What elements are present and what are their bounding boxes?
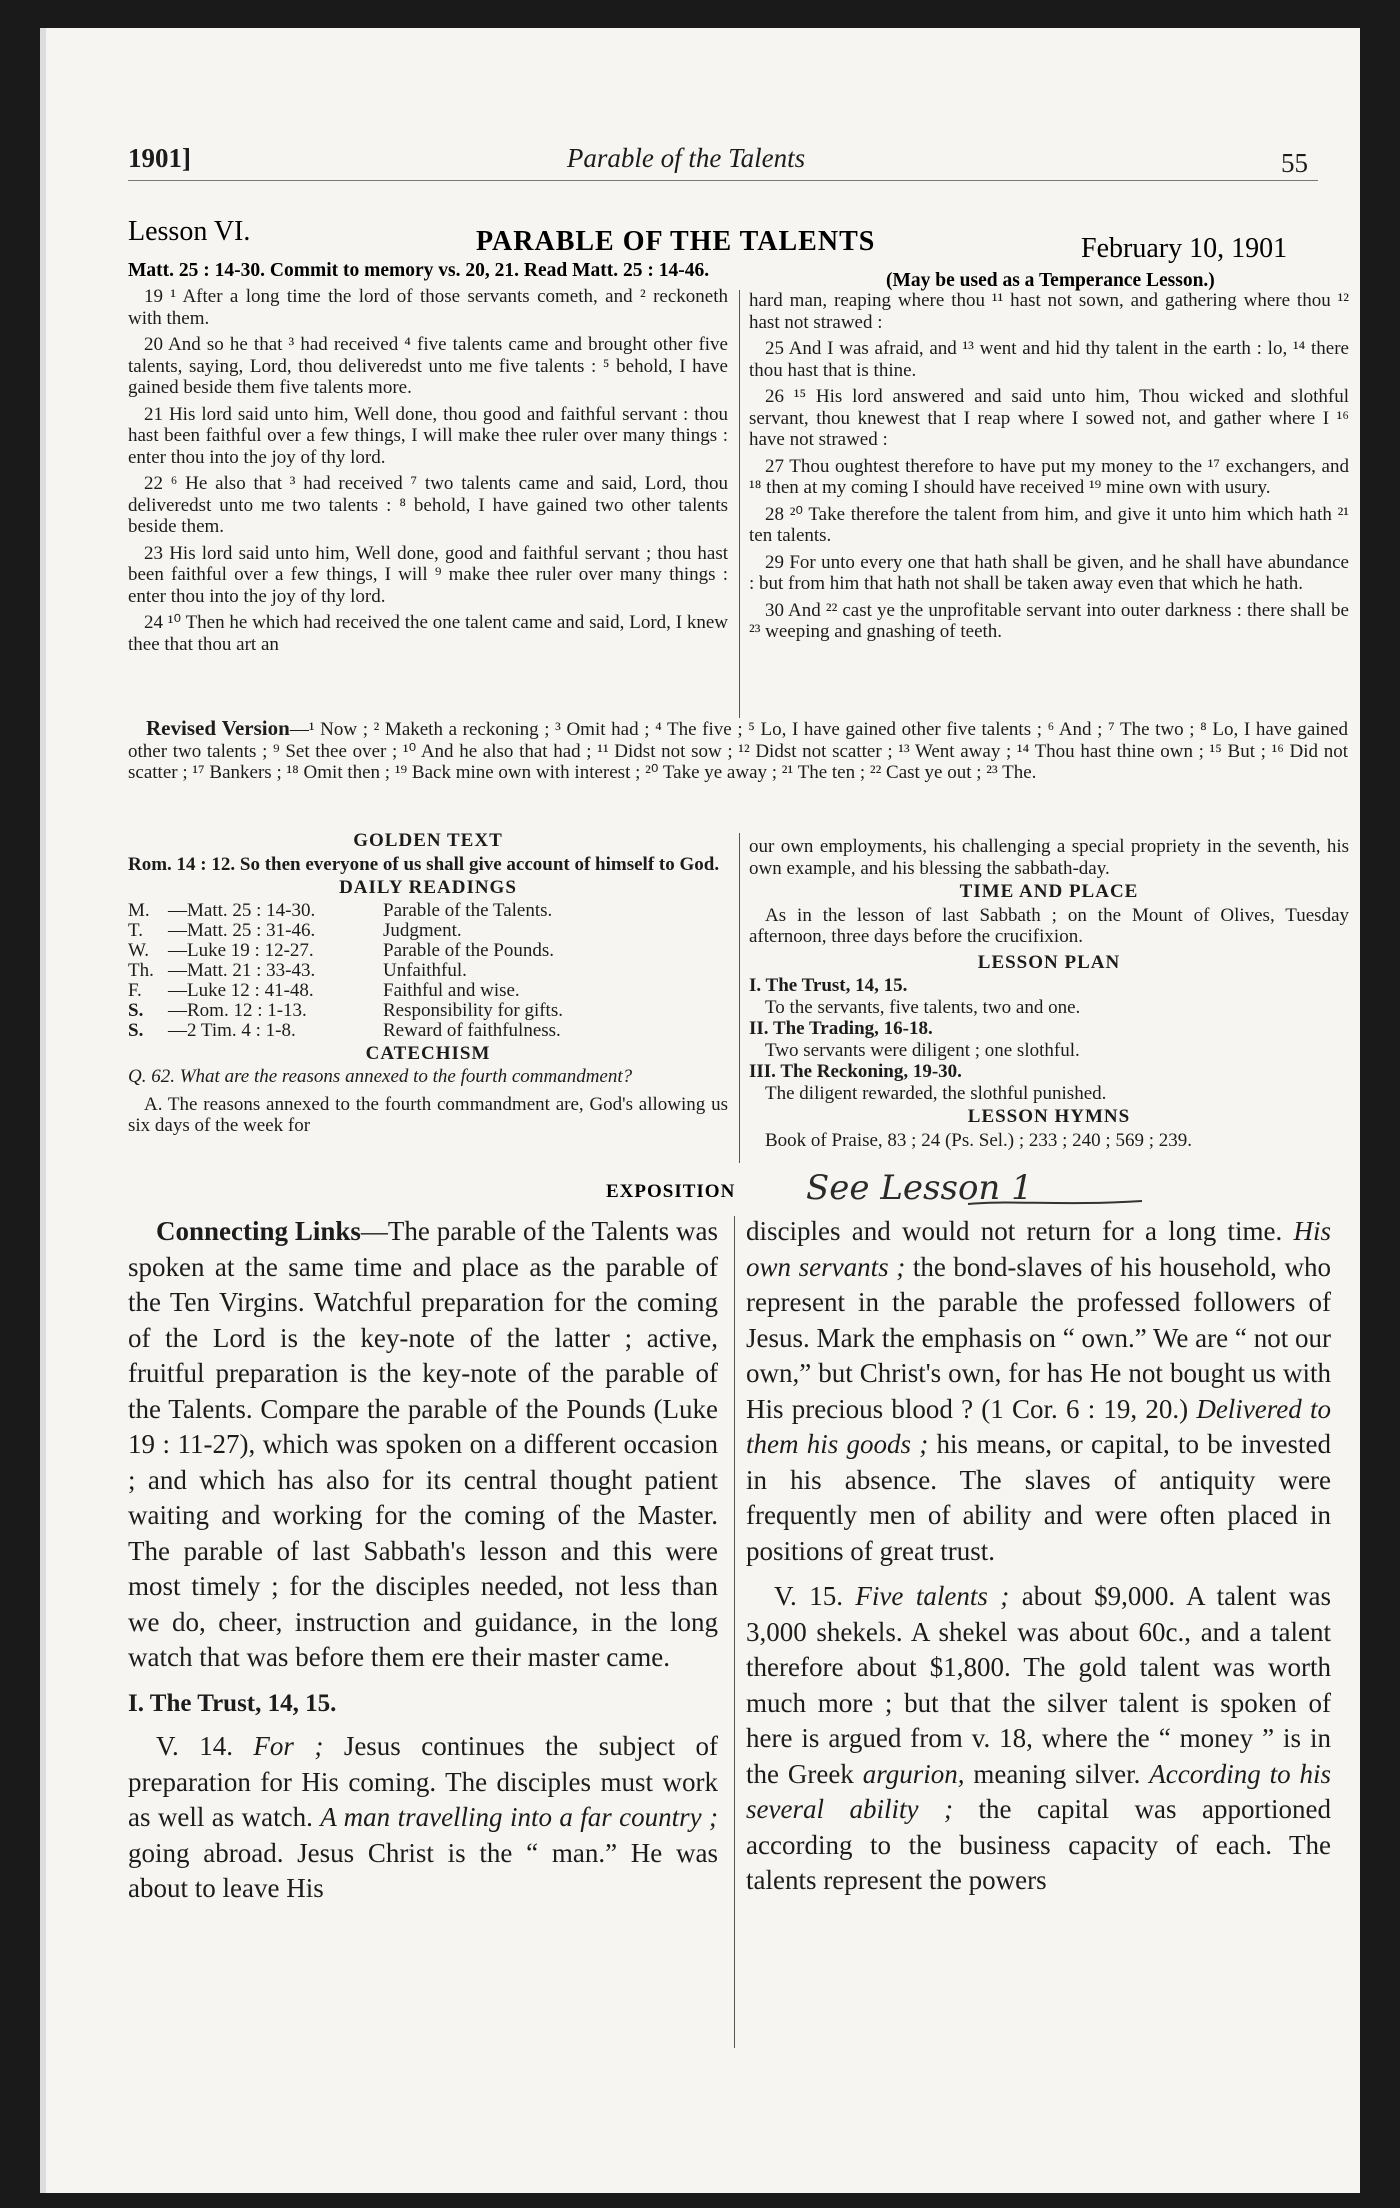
lesson-hymns-text: Book of Praise, 83 ; 24 (Ps. Sel.) ; 233 ; 240 ; 569 ; 239. bbox=[765, 1129, 1192, 1151]
verse-20: 20 And so he that ³ had received ⁴ five talents came and brought other five talents, saying, Lord, thou deliveredst unto me five talents : ⁵ behold, I have gained beside them five talents more. bbox=[128, 334, 728, 398]
plan-item-desc: To the servants, five talents, two and one. bbox=[765, 996, 1081, 1018]
reading-ref: —2 Tim. 4 : 1-8. bbox=[168, 1019, 296, 1041]
verse-15-paragraph: V. 15. Five talents ; about $9,000. A talent was 3,000 shekels. A shekel was about 60c., and a talent therefore about $1,800. The gold talent was worth much more ; but that the silver talent is spoken of here is argued from v. 18, where the “ money ” is in the Greek argurion, meaning silver. According to his several ability ; the capital was apportioned according to the business capacity of each. The talents represent the powers bbox=[746, 1581, 1332, 1895]
reading-row bbox=[128, 981, 563, 1001]
golden-text-heading: GOLDEN TEXT bbox=[353, 830, 503, 851]
verse-25: 25 And I was afraid, and ¹³ went and hid thy talent in the earth : lo, ¹⁴ there thou hast that is thine. bbox=[749, 338, 1349, 381]
connecting-links-paragraph: Connecting Links—The parable of the Talents was spoken at the same time and place as the parable of the Ten Virgins. Watchful preparation for the coming of the Lord is the key-note of the latter ; active, fruitful preparation is the key-note of the parable of the Talents. Compare the parable of the Pounds (Luke 19 : 11-27), which was spoken on a different occasion ; and which has also for its central thought patient waiting and working for the coming of the Master. The parable of last Sabbath's lesson and this were most timely ; for the disciples needed, not less than we do, cheer, instruction and guidance, in the long watch that was before them ere their master came. bbox=[128, 1216, 718, 1672]
verse-26: 26 ¹⁵ His lord answered and said unto him, Thou wicked and slothful servant, thou knewest that I reap where I sowed not, and gather where I ¹⁶ have not strawed : bbox=[749, 386, 1349, 450]
page-number: 55 bbox=[1281, 148, 1308, 178]
plan-item-title: II. The Trading, 16-18. bbox=[749, 1018, 933, 1039]
reading-day: S. bbox=[128, 999, 144, 1021]
reading-ref: —Matt. 21 : 33-43. bbox=[168, 959, 316, 981]
golden-text: Rom. 14 : 12. So then everyone of us shall give account of himself to God. bbox=[128, 853, 720, 875]
time-place-heading: TIME AND PLACE bbox=[959, 881, 1139, 902]
verse-21: 21 His lord said unto him, Well done, thou good and faithful servant : thou hast been faithful over a few things, I will make thee ruler over many things : enter thou into the joy of thy lord. bbox=[128, 403, 728, 468]
reading-row bbox=[128, 1001, 563, 1021]
lesson-number: Lesson VI. bbox=[128, 216, 251, 247]
reading-row bbox=[128, 921, 563, 941]
plan-item-desc: The diligent rewarded, the slothful punished. bbox=[765, 1082, 1107, 1104]
reading-day: M. bbox=[128, 899, 150, 921]
lesson-plan-heading: LESSON PLAN bbox=[977, 951, 1121, 973]
verse-24: 24 ¹⁰ Then he which had received the one talent came and said, Lord, I knew thee that thou art an bbox=[128, 612, 728, 655]
connecting-links-lead: Connecting Links bbox=[156, 1216, 361, 1246]
exposition-heading: EXPOSITION bbox=[606, 1181, 736, 1202]
reading-ref: —Rom. 12 : 1-13. bbox=[168, 999, 307, 1021]
reading-ref: —Matt. 25 : 31-46. bbox=[168, 919, 316, 941]
verse-23: 23 His lord said unto him, Well done, good and faithful servant ; thou hast been faithful over a few things, I will ⁹ make thee ruler over many things : enter thou into the joy of thy lord. bbox=[128, 542, 728, 607]
reading-row bbox=[128, 961, 563, 981]
verse-19: 19 ¹ After a long time the lord of those servants cometh, and ² reckoneth with them. bbox=[128, 286, 728, 329]
revised-version-text: —¹ Now ; ² Maketh a reckoning ; ³ Omit had ; ⁴ The five ; ⁵ Lo, I have gained other five talents ; ⁶ And ; ⁷ The two ; ⁸ Lo, I have gained other two talents ; ⁹ Set thee over ; ¹⁰ And he also that had ; ¹¹ Didst not sow ; ¹² Didst not scatter ; ¹³ Went away ; ¹⁴ Thou hast thine own ; ¹⁵ But ; ¹⁶ Did not scatter ; ¹⁷ Bankers ; ¹⁸ Omit then ; ¹⁹ Back mine own with interest ; ²⁰ Take ye away ; ²¹ The ten ; ²² Cast ye out ; ²³ The. bbox=[128, 719, 1348, 783]
handwritten-note: See Lesson 1 bbox=[806, 1168, 1033, 1208]
time-place-text: As in the lesson of last Sabbath ; on the Mount of Olives, Tuesday afternoon, three days before the crucifixion. bbox=[749, 904, 1349, 947]
verse-22: 22 ⁶ He also that ³ had received ⁷ two talents came and said, Lord, thou deliveredst unto me two talents : ⁸ behold, I have gained two other talents beside them. bbox=[128, 473, 728, 537]
reading-title: Faithful and wise. bbox=[383, 979, 520, 1001]
own-servants-paragraph: disciples and would not return for a long time. His own servants ; the bond-slaves of his household, who represent in the parable the professed followers of Jesus. Mark the emphasis on “ own.” We are “ not our own,” but Christ's own, for has He not bought us with His precious blood ? (1 Cor. 6 : 19, 20.) Delivered to them his goods ; his means, or capital, to be invested in his absence. The slaves of antiquity were frequently men of ability and were often placed in positions of great trust. bbox=[746, 1216, 1332, 1566]
plan-item-title: III. The Reckoning, 19-30. bbox=[749, 1061, 962, 1082]
daily-readings-table bbox=[128, 901, 563, 1041]
section-heading-trust: I. The Trust, 14, 15. bbox=[128, 1689, 337, 1717]
reading-day: Th. bbox=[128, 959, 154, 981]
scripture-column-rule bbox=[739, 290, 740, 718]
reading-row bbox=[128, 901, 563, 921]
reading-title: Judgment. bbox=[383, 919, 462, 941]
catechism-answer: A. The reasons annexed to the fourth commandment are, God's allowing us six days of the week for bbox=[128, 1093, 728, 1136]
running-title: Parable of the Talents bbox=[566, 143, 806, 173]
catechism-question: Q. 62. What are the reasons annexed to the fourth commandment? bbox=[128, 1066, 633, 1087]
reading-day: S. bbox=[128, 1019, 144, 1041]
exposition-left-column bbox=[128, 1214, 718, 1917]
lesson-helps-left bbox=[128, 828, 728, 1137]
verse-29: 29 For unto every one that hath shall be given, and he shall have abundance : but from him that hath not shall be taken away even that which he hath. bbox=[749, 551, 1349, 594]
reading-row bbox=[128, 941, 563, 961]
verse-28: 28 ²⁰ Take therefore the talent from him, and give it unto him which hath ²¹ ten talents. bbox=[749, 503, 1349, 546]
reading-title: Unfaithful. bbox=[383, 959, 467, 981]
header-rule bbox=[128, 180, 1318, 181]
header-year: 1901] bbox=[128, 143, 191, 173]
exposition-column-rule bbox=[734, 1216, 735, 2048]
daily-readings-heading: DAILY READINGS bbox=[339, 877, 517, 898]
reading-title: Reward of faithfulness. bbox=[383, 1019, 561, 1041]
plan-item-title: I. The Trust, 14, 15. bbox=[749, 975, 908, 996]
book-page bbox=[40, 28, 1360, 2193]
handwritten-underline bbox=[966, 1196, 1146, 1210]
plan-item-desc: Two servants were diligent ; one slothful. bbox=[765, 1039, 1080, 1061]
lesson-date: February 10, 1901 bbox=[1081, 233, 1288, 264]
reading-ref: —Luke 19 : 12-27. bbox=[168, 939, 314, 961]
lesson-hymns-heading: LESSON HYMNS bbox=[967, 1106, 1131, 1127]
lesson-reference: Matt. 25 : 14-30. Commit to memory vs. 20, 21. Read Matt. 25 : 14-46. bbox=[128, 260, 710, 281]
exposition-right-column bbox=[746, 1214, 1331, 1909]
revised-version-label: Revised Version bbox=[146, 716, 290, 740]
reading-title: Parable of the Pounds. bbox=[383, 939, 554, 961]
verse-30: 30 And ²² cast ye the unprofitable servant into outer darkness : there shall be ²³ weeping and gnashing of teeth. bbox=[749, 599, 1349, 642]
reading-title: Parable of the Talents. bbox=[383, 899, 553, 921]
catechism-answer-cont: our own employments, his challenging a special propriety in the seventh, his own example, and his blessing the sabbath-day. bbox=[749, 836, 1349, 879]
revised-version bbox=[128, 718, 1348, 784]
reading-day: W. bbox=[128, 939, 149, 961]
reading-day: T. bbox=[128, 919, 143, 941]
lesson-helps-right bbox=[749, 836, 1349, 1151]
reading-title: Responsibility for gifts. bbox=[383, 999, 563, 1021]
lesson-title: PARABLE OF THE TALENTS bbox=[476, 226, 876, 257]
reading-ref: —Luke 12 : 41-48. bbox=[168, 979, 314, 1001]
helps-column-rule bbox=[739, 833, 740, 1163]
reading-day: F. bbox=[128, 979, 142, 1001]
verse-27: 27 Thou oughtest therefore to have put my money to the ¹⁷ exchangers, and ¹⁸ then at my coming I should have received ¹⁹ mine own with usury. bbox=[749, 455, 1349, 498]
verse-14-paragraph: V. 14. For ; Jesus continues the subject of preparation for His coming. The disciples must work as well as watch. A man travelling into a far country ; going abroad. Jesus Christ is the “ man.” He was about to leave His bbox=[128, 1731, 719, 1903]
scripture-right-column bbox=[749, 290, 1349, 648]
reading-row bbox=[128, 1021, 563, 1041]
catechism-heading: CATECHISM bbox=[365, 1042, 491, 1064]
temperance-note: (May be used as a Temperance Lesson.) bbox=[886, 270, 1215, 291]
scripture-left-column bbox=[128, 286, 728, 660]
reading-ref: —Matt. 25 : 14-30. bbox=[168, 899, 316, 921]
verse-24-cont: hard man, reaping where thou ¹¹ hast not sown, and gathering where thou ¹² hast not strawed : bbox=[749, 290, 1349, 333]
